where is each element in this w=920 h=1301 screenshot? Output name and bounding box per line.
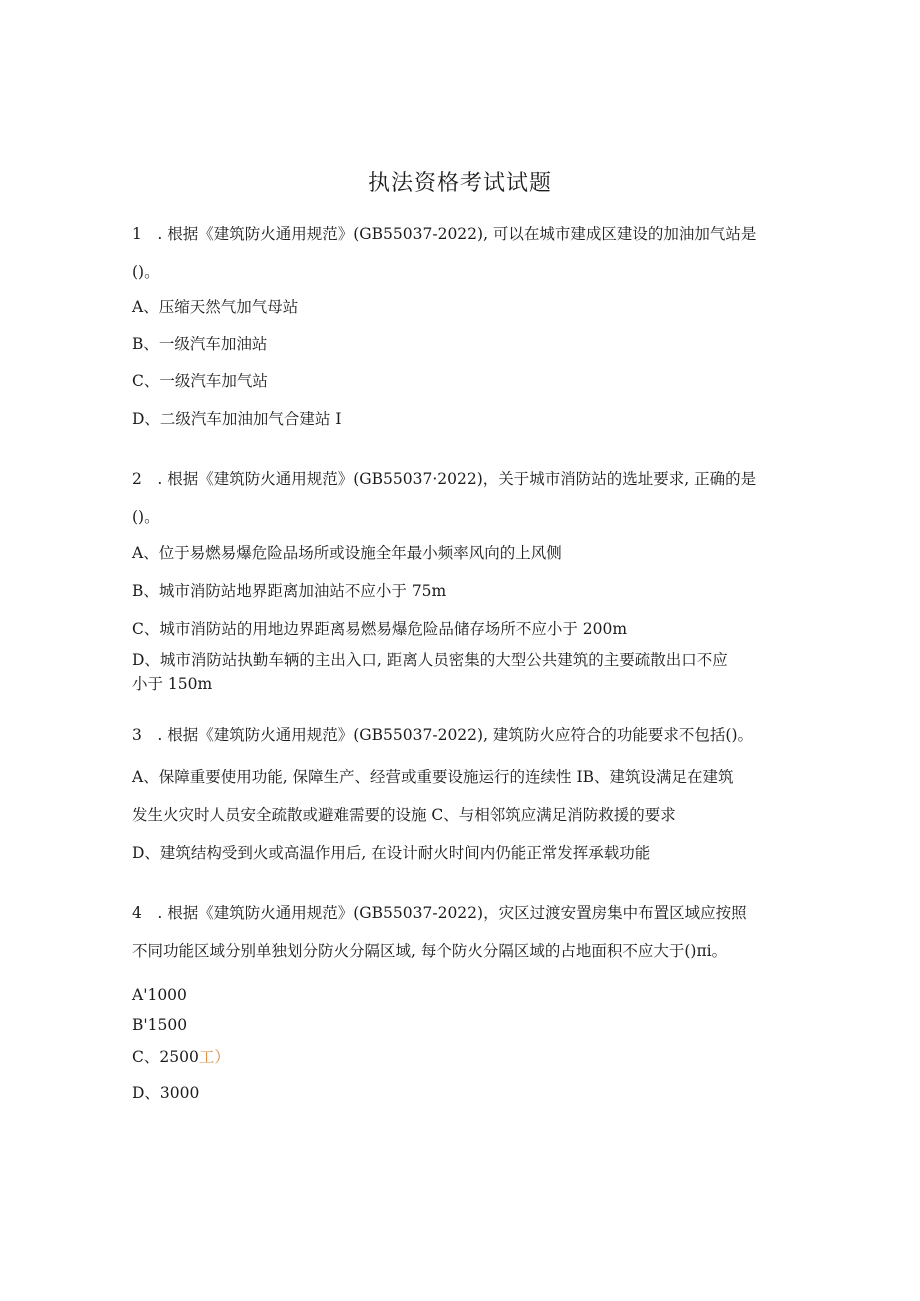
question-2-stem: 2 . 根据《建筑防火通用规范》(GB55037·2022)，关于城市消防站的选址要求, 正确的是 — [132, 470, 757, 488]
question-2-option-d: D、城市消防站执勤车辆的主出入口, 距离人员密集的大型公共建筑的主要疏散出口不应 — [132, 651, 728, 669]
question-2-option-c: C、城市消防站的用地边界距离易燃易爆危险品储存场所不应小于 200m — [132, 620, 628, 638]
question-3-stem: 3 . 根据《建筑防火通用规范》(GB55037-2022), 建筑防火应符合的功能要求不包括()。 — [132, 726, 754, 744]
question-4-option-c — [132, 1047, 792, 1067]
page-title: 执法资格考试试题 — [367, 171, 552, 196]
question-2-option-a: A、位于易燃易爆危险品场所或设施全年最小频率风向的上风侧 — [132, 544, 562, 562]
question-3-option-d: D、建筑结构受到火或高温作用后, 在设计耐火时间内仍能正常发挥承载功能 — [132, 844, 651, 862]
question-4-option-a: A'1000 — [132, 986, 187, 1004]
question-3-options-line1: A、保障重要使用功能, 保障生产、经营或重要设施运行的连续性 IB、建筑设满足在建筑 — [132, 768, 734, 786]
question-4-option-d: D、3000 — [132, 1084, 200, 1102]
question-1-stem: 1 . 根据《建筑防火通用规范》(GB55037-2022), 可以在城市建成区建设的加油加气站是 — [132, 225, 757, 243]
question-1-option-d: D、二级汽车加油加气合建站 I — [132, 410, 342, 428]
question-4-stem: 4 . 根据《建筑防火通用规范》(GB55037-2022)，灾区过渡安置房集中布置区域应按照 — [132, 904, 747, 922]
question-2-option-b: B、城市消防站地界距离加油站不应小于 75m — [132, 582, 447, 600]
question-1-option-b: B、一级汽车加油站 — [132, 335, 268, 353]
question-4-option-c-text: C、2500 — [132, 1048, 199, 1066]
question-1-option-a: A、压缩天然气加气母站 — [132, 298, 299, 316]
question-2-option-d-cont: 小于 150m — [132, 675, 213, 693]
question-1-stem-cont: ()。 — [132, 263, 160, 281]
question-2-stem-cont: ()。 — [132, 508, 160, 526]
question-1-option-c: C、一级汽车加气站 — [132, 372, 268, 390]
question-4-stem-cont: 不同功能区域分别单独划分防火分隔区域, 每个防火分隔区域的占地面积不应大于()πi。 — [132, 942, 728, 960]
question-3-options-line2: 发生火灾时人员安全疏散或避难需要的设施 C、与相邻筑应满足消防救援的要求 — [132, 806, 676, 824]
handwritten-mark: 工） — [198, 1048, 230, 1066]
question-4-option-b: B'1500 — [132, 1016, 188, 1034]
